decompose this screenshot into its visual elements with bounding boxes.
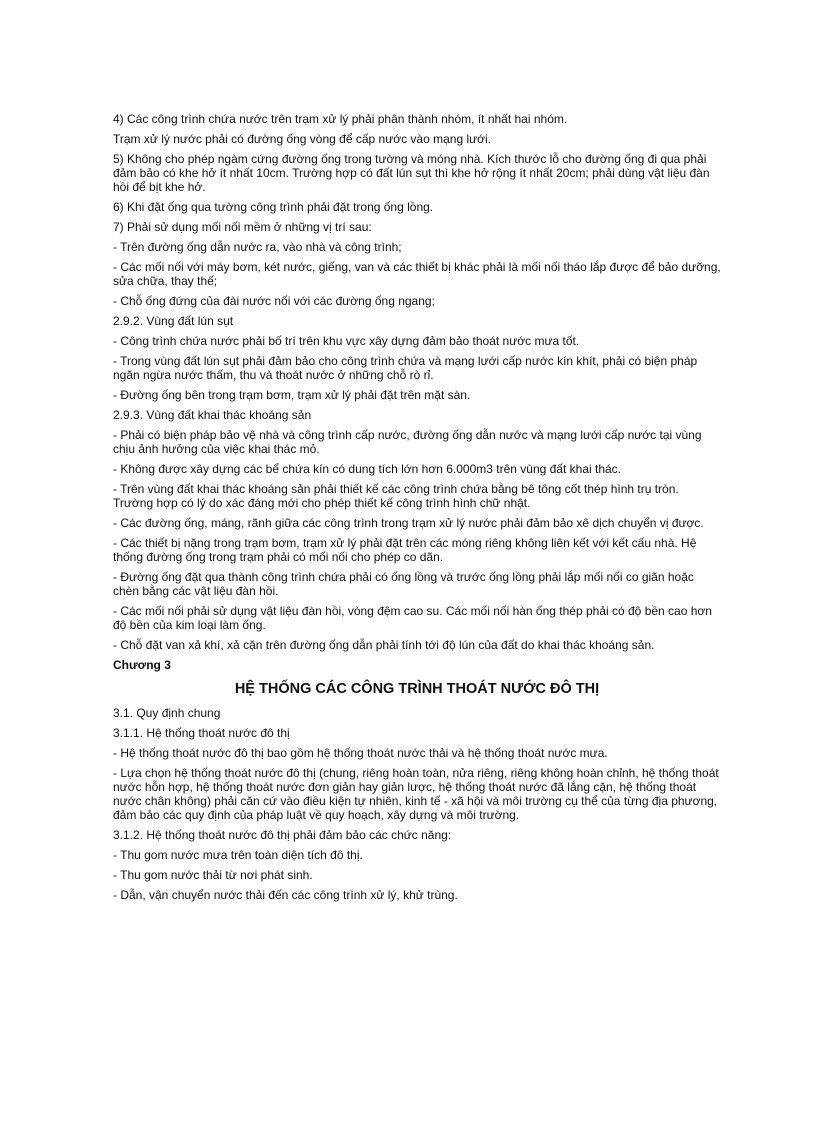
section-heading: 3.1. Quy định chung [113, 706, 221, 720]
paragraph: - Không được xây dựng các bể chứa kín có dung tích lớn hơn 6.000m3 trên vùng đất khai thác. [113, 462, 622, 476]
paragraph: - Các thiết bị nặng trong trạm bơm, trạm xử lý phải đặt trên các móng riêng không liên kết với kết cấu nhà. Hệ thống đường ống trong trạm phải có mối nối cho phép co dãn. [113, 536, 697, 564]
paragraph: - Dẫn, vận chuyển nước thải đến các công trình xử lý, khử trùng. [113, 888, 458, 902]
chapter-title: HỆ THỐNG CÁC CÔNG TRÌNH THOÁT NƯỚC ĐÔ THỊ [234, 681, 600, 697]
paragraph: - Chỗ ống đứng của đài nước nối với các đường ống ngang; [113, 294, 435, 308]
paragraph: - Các mối nối với máy bơm, két nước, giếng, van và các thiết bị khác phải là mối nối tháo lắp được để bảo dưỡng, sửa chữa, thay thế; [113, 260, 721, 288]
text-block-chapter-3 [113, 706, 721, 902]
paragraph: 6) Khi đặt ống qua tường công trình phải đặt trong ống lồng. [113, 200, 434, 214]
section-heading: 2.9.2. Vùng đất lún sụt [113, 314, 234, 328]
paragraph: - Hệ thống thoát nước đô thị bao gồm hệ thống thoát nước thải và hệ thống thoát nước mưa. [113, 746, 608, 760]
document-page [113, 112, 721, 908]
text-block-chapter-2 [113, 112, 721, 652]
paragraph: - Trên đường ống dẫn nước ra, vào nhà và công trình; [113, 240, 402, 254]
paragraph: - Công trình chứa nước phải bố trí trên khu vực xây dựng đảm bảo thoát nước mưa tốt. [113, 334, 580, 348]
paragraph: - Đường ống bên trong trạm bơm, trạm xử lý phải đặt trên mặt sàn. [113, 388, 471, 402]
paragraph: - Các mối nối phải sử dụng vật liệu đàn hồi, vòng đệm cao su. Các mối nối hàn ống thép phải có độ bền cao hơn độ bền của kim loại làm ống. [113, 604, 712, 632]
paragraph: - Đường ống đặt qua thành công trình chứa phải có ống lồng và trước ống lồng phải lắp mối nối co giãn hoặc chèn bằng các vật liệu đàn hồi. [113, 570, 694, 598]
paragraph: 3.1.2. Hệ thống thoát nước đô thị phải đảm bảo các chức năng: [113, 828, 452, 842]
paragraph: - Chỗ đặt van xả khí, xả cặn trên đường ống dẫn phải tính tới độ lún của đất do khai thác khoáng sản. [113, 638, 655, 652]
paragraph: - Phải có biện pháp bảo vệ nhà và công trình cấp nước, đường ống dẫn nước và mạng lưới cấp nước tại vùng chịu ảnh hưởng của việc khai thác mỏ. [113, 428, 702, 456]
section-heading: 2.9.3. Vùng đất khai thác khoáng sản [113, 408, 312, 422]
paragraph: 7) Phải sử dụng mối nối mềm ở những vị trí sau: [113, 220, 372, 234]
paragraph: - Trên vùng đất khai thác khoáng sản phải thiết kế các công trình chứa bằng bê tông cốt thép hình trụ tròn. Trường hợp có lý do xác đáng mới cho phép thiết kế công trình hình chữ nhật. [113, 482, 679, 510]
paragraph: 5) Không cho phép ngàm cứng đường ống trong tường và móng nhà. Kích thước lỗ cho đường ống đi qua phải đảm bảo có khe hở ít nhất 10cm. Trường hợp có đất lún sụt thì khe hở rộng ít nhất 20cm; phải dùng vật liệu đàn hồi để bịt khe hở. [113, 152, 710, 194]
paragraph: - Lựa chọn hệ thống thoát nước đô thị (chung, riêng hoàn toàn, nửa riêng, riêng không hoàn chỉnh, hệ thống thoát nước hỗn hợp, hệ thống thoát nước đơn giản hay giản lược, hệ thống thoát nước đã lắng cặn, hệ thống thoát nước chân không) phải căn cứ vào điều kiện tự nhiên, kinh tế - xã hội và môi trường cụ thể của từng địa phương, đảm bảo các quy định của pháp luật về quy hoạch, xây dựng và môi trường. [113, 766, 719, 822]
paragraph: - Các đường ống, máng, rãnh giữa các công trình trong trạm xử lý nước phải đảm bảo xê dịch chuyển vị được. [113, 516, 704, 530]
paragraph: - Thu gom nước thải từ nơi phát sinh. [113, 868, 313, 882]
section-heading: 3.1.1. Hệ thống thoát nước đô thị [113, 726, 290, 740]
paragraph: Trạm xử lý nước phải có đường ống vòng để cấp nước vào mạng lưới. [113, 132, 492, 146]
chapter-label: Chương 3 [113, 658, 171, 672]
paragraph: - Trong vùng đất lún sụt phải đảm bảo cho công trình chứa và mạng lưới cấp nước kín khít, phải có biện pháp ngăn ngừa nước thấm, thu và thoát nước ở những chỗ rò rỉ. [113, 354, 698, 382]
paragraph: 4) Các công trình chứa nước trên trạm xử lý phải phân thành nhóm, ít nhất hai nhóm. [113, 112, 568, 126]
paragraph: - Thu gom nước mưa trên toàn diện tích đô thị. [113, 848, 363, 862]
